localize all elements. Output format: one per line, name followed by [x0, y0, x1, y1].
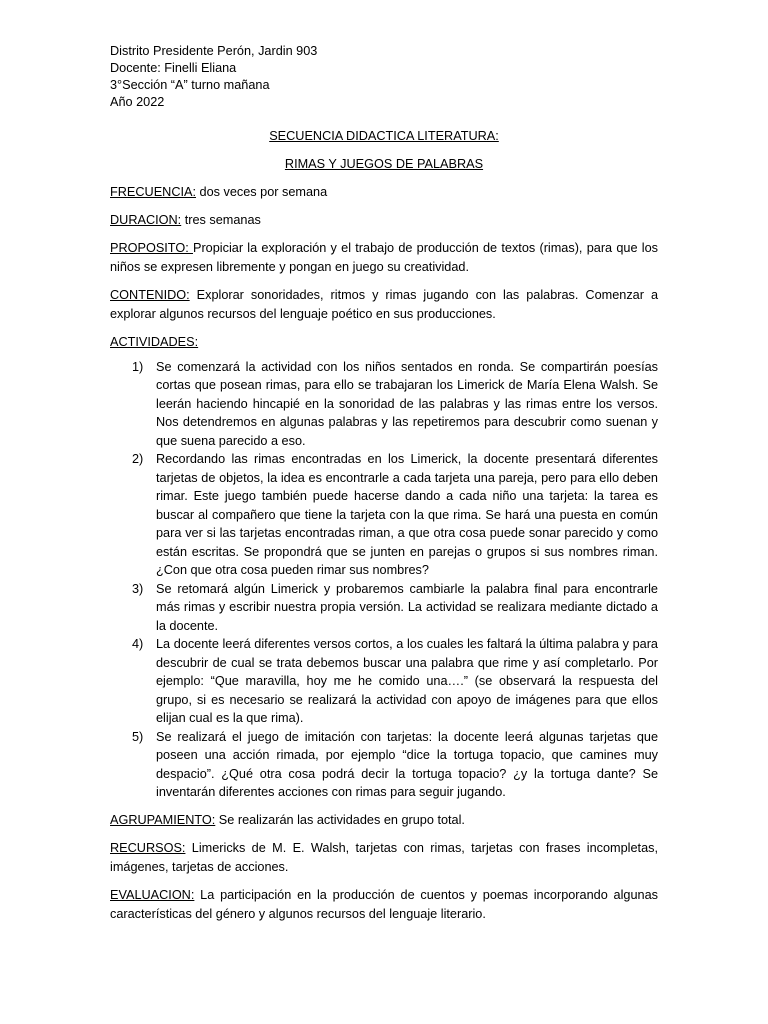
- document-subtitle: RIMAS Y JUEGOS DE PALABRAS: [284, 156, 484, 171]
- list-item: [110, 728, 658, 802]
- label-contenido: CONTENIDO:: [110, 288, 190, 302]
- text-recursos: Limericks de M. E. Walsh, tarjetas con rimas, tarjetas con frases incompletas, imágenes, tarjetas de acciones.: [110, 841, 658, 874]
- header-teacher: Docente: Finelli Eliana: [110, 61, 237, 75]
- header-district: Distrito Presidente Perón, Jardin 903: [110, 44, 318, 58]
- label-frecuencia: FRECUENCIA:: [110, 185, 196, 199]
- section-evaluacion: [110, 886, 658, 923]
- list-item: [110, 358, 658, 451]
- label-evaluacion: EVALUACION:: [110, 888, 195, 902]
- list-item: [110, 635, 658, 728]
- label-actividades: ACTIVIDADES:: [110, 335, 199, 349]
- label-duracion: DURACION:: [110, 212, 182, 227]
- section-proposito: [110, 239, 658, 276]
- text-evaluacion: La participación en la producción de cuentos y poemas incorporando algunas características del género y algunos recursos del lenguaje literario.: [110, 888, 658, 921]
- text-duracion: tres semanas: [181, 212, 261, 227]
- section-frecuencia: [110, 183, 658, 202]
- document-header: [110, 43, 658, 111]
- text-contenido: Explorar sonoridades, ritmos y rimas jugando con las palabras. Comenzar a explorar algunos recursos del lenguaje poético en sus producciones.: [110, 288, 658, 321]
- text-frecuencia: dos veces por semana: [196, 185, 328, 199]
- section-duracion: [110, 211, 658, 230]
- text-proposito: Propiciar la exploración y el trabajo de producción de textos (rimas), para que los niños se expresen libremente y pongan en juego su creatividad.: [110, 241, 658, 274]
- label-proposito: PROPOSITO:: [110, 241, 193, 255]
- section-contenido: [110, 286, 658, 323]
- activity-text: Se comenzará la actividad con los niños sentados en ronda. Se compartirán poesías cortas que posean rimas, para ello se trabajaran los Limerick de María Elena Walsh. Se leerán haciendo hincapié en la sonoridad de las palabras y las rimas entre los versos. Nos detendremos en algunas palabras y las repetiremos para descubrir como suenan y que suena parecido a eso.: [156, 359, 658, 448]
- activity-text: Recordando las rimas encontradas en los Limerick, la docente presentará diferentes tarjetas de objetos, la idea es encontrarle a cada tarjeta una pareja, pero para ello deben rimar. Este juego también puede hacerse dando a cada niño una tarjeta: la tarea es buscar al compañero que tiene la tarjeta con la que rima. Se hará una puesta en común para ver si las tarjetas encontradas riman, a que otra cosa puede sonar parecido y como están escritas. Se propondrá que se junten en parejas o grupos si sus nombres riman. ¿Con que otra cosa pueden rimar sus nombres?: [156, 452, 658, 577]
- activity-number: 5): [132, 729, 144, 744]
- document-page: [110, 43, 658, 923]
- header-year: Año 2022: [110, 95, 165, 109]
- activity-number: 2): [132, 452, 144, 466]
- document-title: SECUENCIA DIDACTICA LITERATURA:: [269, 129, 499, 143]
- activities-list: [110, 358, 658, 802]
- section-actividades: [110, 333, 658, 352]
- activity-number: 4): [132, 637, 144, 651]
- text-agrupamiento: Se realizarán las actividades en grupo total.: [215, 812, 465, 827]
- label-recursos: RECURSOS:: [110, 841, 186, 855]
- list-item: [110, 450, 658, 580]
- activity-text: Se realizará el juego de imitación con tarjetas: la docente leerá algunas tarjetas que poseen una acción rimada, por ejemplo “dice la tortuga topacio, que camines muy despacio”. ¿Qué otra cosa podrá decir la tortuga topacio? ¿y la tortuga dante? Se inventarán diferentes acciones con rimas para seguir jugando.: [156, 729, 658, 799]
- label-agrupamiento: AGRUPAMIENTO:: [110, 812, 216, 827]
- list-item: [110, 580, 658, 636]
- activity-text: Se retomará algún Limerick y probaremos cambiarle la palabra final para encontrarle más rimas y escribir nuestra propia versión. La actividad se realizara mediante dictado a la docente.: [156, 581, 658, 633]
- section-agrupamiento: [110, 811, 658, 830]
- activity-number: 1): [132, 359, 144, 374]
- activity-text: La docente leerá diferentes versos cortos, a los cuales les faltará la última palabra y para descubrir de cual se trata debemos buscar una palabra que rime y así completarlo. Por ejemplo: “Que maravilla, hoy me he comido una….” (se observará la respuesta del grupo, si es necesario se realizará la actividad con apoyo de imágenes para que ellos elijan cual es la que rima).: [156, 637, 658, 725]
- section-recursos: [110, 839, 658, 876]
- activity-number: 3): [132, 581, 144, 596]
- header-section: 3°Sección “A” turno mañana: [110, 78, 270, 92]
